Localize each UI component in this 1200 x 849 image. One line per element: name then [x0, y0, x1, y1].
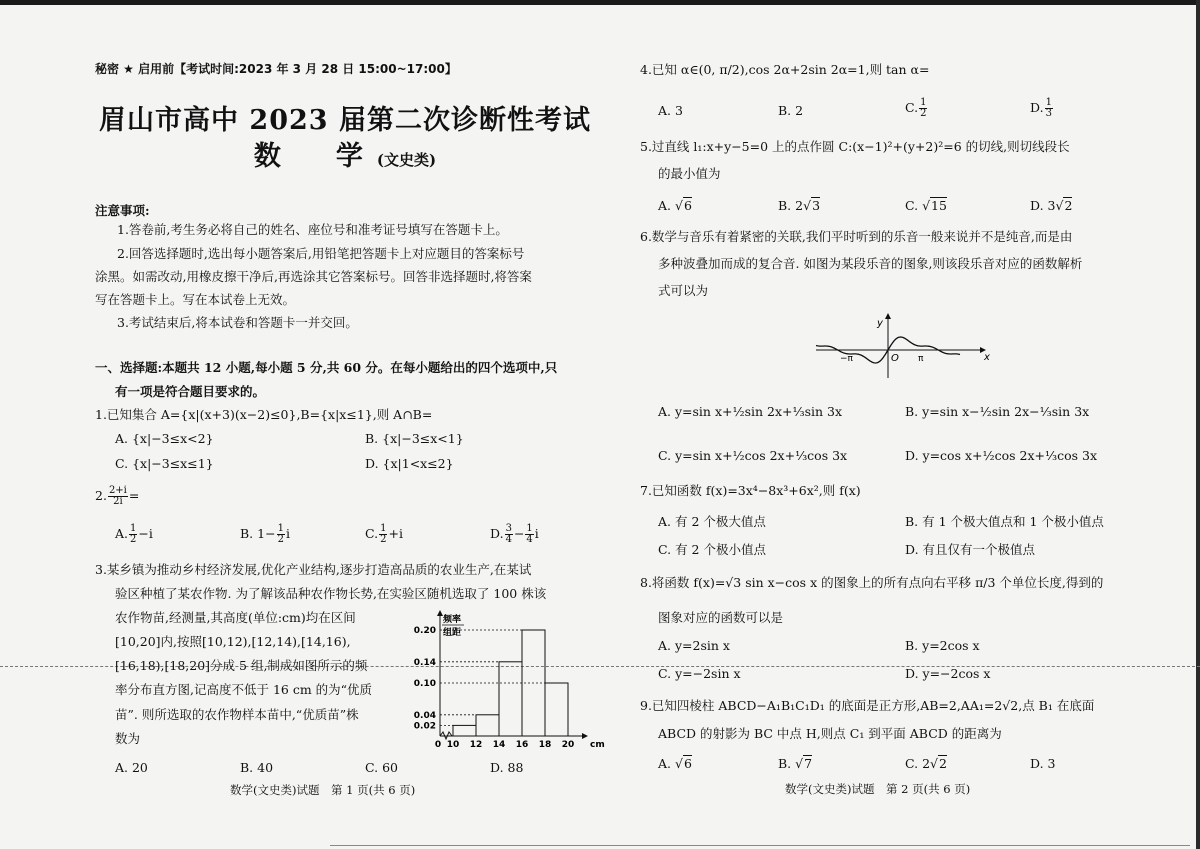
q6-stem-cont: 式可以为 [658, 283, 709, 298]
y-tick-label: 0.20 [413, 626, 436, 636]
q5-option-c: C. √15 [905, 198, 947, 213]
q2-d-rest: i [534, 526, 539, 541]
q1-option-d: D. {x|1<x≤2} [365, 456, 454, 471]
y-axis-label-top: 频率 [443, 615, 462, 625]
q2-b-fraction [277, 524, 285, 545]
q9-b-label: B. [778, 756, 796, 771]
x-tick-label: 12 [469, 740, 483, 750]
q2-d-num-1: 3 [505, 523, 512, 534]
q7-option-c: C. 有 2 个极小值点 [658, 542, 766, 557]
q2-d-minus: − [513, 526, 525, 541]
q1-option-a: A. {x|−3≤x<2} [115, 431, 214, 446]
q1-stem: 1.已知集合 A={x|(x+3)(x−2)≤0},B={x|x≤1},则 A∩B= [95, 407, 433, 422]
graph-y-label: y [877, 318, 883, 329]
x-tick-label: 20 [561, 740, 575, 750]
note-line: 写在答题卡上。写在本试卷上无效。 [95, 292, 296, 307]
section-heading-cont: 有一项是符合题目要求的。 [115, 384, 266, 399]
q2-d-label: D. [490, 526, 504, 541]
q2-d-den-2: 4 [526, 534, 533, 545]
q8-stem: 8.将函数 f(x)=√3 sin x−cos x 的图象上的所有点向右平移 π/3 个单位长度,得到的 [640, 575, 1104, 590]
q2-a-num: 1 [130, 523, 137, 534]
q6-option-d: D. y=cos x+½cos 2x+⅓cos 3x [905, 448, 1098, 463]
frequency-histogram [395, 608, 605, 750]
q1-option-b: B. {x|−3≤x<1} [365, 431, 464, 446]
q2-numerator: 2+i [108, 485, 127, 496]
q3-option-d: D. 88 [490, 760, 524, 775]
x-tick-label: 0 [434, 740, 442, 750]
q5-c-label: C. [905, 198, 923, 213]
q8-option-d: D. y=−2cos x [905, 666, 991, 681]
subject-name: 数 学 [253, 141, 377, 172]
q5-a-label: A. [658, 198, 675, 213]
q6-option-c: C. y=sin x+½cos 2x+⅓cos 3x [658, 448, 848, 463]
section-heading: 一、选择题:本题共 12 小题,每小题 5 分,共 60 分。在每小题给出的四个选项中,只 [95, 360, 558, 375]
q2-a-fraction [129, 524, 137, 545]
q2-a-den: 2 [130, 534, 137, 545]
q5-d-label: D. 3 [1030, 198, 1056, 213]
q8-option-c: C. y=−2sin x [658, 666, 741, 681]
q5-stem-cont: 的最小值为 [658, 166, 721, 181]
page-1 [85, 0, 605, 849]
q2-fraction [108, 486, 128, 507]
q1-option-c: C. {x|−3≤x≤1} [115, 456, 214, 471]
x-tick-label: 16 [515, 740, 529, 750]
q9-stem: 9.已知四棱柱 ABCD−A₁B₁C₁D₁ 的底面是正方形,AB=2,AA₁=2√2,点 B₁ 在底面 [640, 698, 1095, 713]
x-tick-label: 18 [538, 740, 552, 750]
graph-origin-label: O [891, 353, 899, 364]
q2-stem [95, 486, 139, 507]
q4-stem: 4.已知 α∈(0, π/2),cos 2α+2sin 2α=1,则 tan α= [640, 62, 930, 77]
q3-line: 验区种植了某农作物. 为了解该品种农作物长势,在实验区随机选取了 100 株该 [115, 586, 547, 601]
q6-option-b: B. y=sin x−½sin 2x−⅓sin 3x [905, 404, 1090, 419]
sound-wave-graph [812, 312, 992, 380]
subject-title [85, 134, 605, 173]
q2-b-den: 2 [277, 534, 284, 545]
q3-line: 农作物苗,经测量,其高度(单位:cm)均在区间 [115, 610, 356, 625]
subject-note: (文史类) [376, 151, 437, 169]
q4-d-den: 3 [1045, 108, 1052, 119]
note-line: 1.答卷前,考生务必将自己的姓名、座位号和准考证号填写在答题卡上。 [117, 222, 508, 237]
x-axis-arrow [582, 733, 588, 739]
q5-a-radicand: 6 [683, 198, 692, 213]
q3-line: 率分布直方图,记高度不低于 16 cm 的为“优质 [115, 682, 373, 697]
q2-option-b [240, 524, 290, 545]
q5-b-label: B. 2 [778, 198, 804, 213]
histogram-bar [453, 725, 476, 736]
q4-d-label: D. [1030, 100, 1044, 115]
q4-c-num: 1 [920, 97, 927, 108]
graph-pi-label: π [918, 354, 924, 364]
q4-c-label: C. [905, 100, 919, 115]
q9-option-a: A. √6 [658, 756, 692, 771]
secret-header: 秘密 ★ 启用前【考试时间:2023 年 3 月 28 日 15:00~17:00】 [95, 62, 457, 76]
q6-stem-cont: 多种波叠加而成的复合音. 如图为某段乐音的图象,则该段乐音对应的函数解析 [658, 256, 1083, 271]
q2-a-label: A. [115, 526, 129, 541]
y-axis-label-bottom: 组距 [443, 628, 462, 638]
q9-b-radicand: 7 [804, 756, 813, 771]
q2-c-den: 2 [380, 534, 387, 545]
q8-option-b: B. y=2cos x [905, 638, 980, 653]
y-tick-label: 0.10 [413, 679, 436, 689]
q6-option-a: A. y=sin x+½sin 2x+⅓sin 3x [658, 404, 843, 419]
x-axis-label: cm [590, 740, 605, 750]
note-line: 2.回答选择题时,选出每小题答案后,用铅笔把答题卡上对应题目的答案标号 [117, 246, 525, 261]
q3-line: 苗”. 则所选取的农作物样本苗中,“优质苗”株 [115, 707, 359, 722]
q2-b-num: 1 [277, 523, 284, 534]
q2-d-den-1: 4 [505, 534, 512, 545]
histogram-bar [476, 715, 499, 736]
graph-neg-pi-label: −π [840, 354, 853, 364]
q6-stem: 6.数学与音乐有着紧密的关联,我们平时听到的乐音一般来说并不是纯音,而是由 [640, 229, 1073, 244]
exam-title: 眉山市高中 2023 届第二次诊断性考试 [99, 105, 591, 136]
q4-d-num: 1 [1045, 97, 1052, 108]
graph-x-label: x [984, 352, 990, 363]
q5-option-d: D. 3√2 [1030, 198, 1073, 213]
y-tick-label: 0.04 [413, 710, 436, 721]
q7-option-d: D. 有且仅有一个极值点 [905, 542, 1036, 557]
q9-stem-cont: ABCD 的射影为 BC 中点 H,则点 C₁ 到平面 ABCD 的距离为 [658, 726, 1002, 741]
q5-d-radicand: 2 [1064, 198, 1073, 213]
q2-c-fraction [379, 524, 387, 545]
q4-option-a: A. 3 [658, 103, 683, 118]
q3-option-a: A. 20 [115, 760, 148, 775]
q2-a-rest: −i [138, 526, 153, 541]
q7-stem: 7.已知函数 f(x)=3x⁴−8x³+6x²,则 f(x) [640, 483, 861, 498]
x-tick-label: 10 [446, 740, 460, 750]
q5-option-a: A. √6 [658, 198, 692, 213]
q5-option-b: B. 2√3 [778, 198, 821, 213]
q9-a-label: A. [658, 756, 675, 771]
y-axis-arrow [885, 313, 891, 319]
q2-d-fraction-1 [505, 524, 513, 545]
q4-option-b: B. 2 [778, 103, 804, 118]
q2-c-num: 1 [380, 523, 387, 534]
q2-d-num-2: 1 [526, 523, 533, 534]
q2-option-d [490, 524, 539, 545]
q2-b-rest: i [285, 526, 290, 541]
q3-option-b: B. 40 [240, 760, 274, 775]
note-line: 3.考试结束后,将本试卷和答题卡一并交回。 [117, 315, 358, 330]
q3-line: 3.某乡镇为推动乡村经济发展,优化产业结构,逐步打造高品质的农业生产,在某试 [95, 562, 532, 577]
q5-stem: 5.过直线 l₁:x+y−5=0 上的点作圆 C:(x−1)²+(y+2)²=6 的切线,则切线段长 [640, 139, 1070, 154]
q9-c-label: C. 2 [905, 756, 931, 771]
q3-option-c: C. 60 [365, 760, 398, 775]
y-tick-label: 0.02 [413, 721, 436, 732]
q2-c-label: C. [365, 526, 379, 541]
q4-d-fraction [1045, 98, 1053, 119]
q2-option-a [115, 524, 153, 545]
q2-equals: = [128, 488, 140, 503]
scan-edge-right [1196, 0, 1200, 849]
q2-num: 2. [95, 488, 107, 503]
q2-b-label: B. 1− [240, 526, 276, 541]
histogram-bar [499, 662, 522, 736]
q9-option-d: D. 3 [1030, 756, 1056, 771]
q9-option-c: C. 2√2 [905, 756, 947, 771]
q5-c-radicand: 15 [931, 198, 947, 213]
page-footer: 数学(文史类)试题 第 2 页(共 6 页) [785, 782, 971, 796]
q9-option-b: B. √7 [778, 756, 813, 771]
q4-option-c [905, 98, 928, 119]
q2-c-rest: +i [388, 526, 403, 541]
q7-option-b: B. 有 1 个极大值点和 1 个极小值点 [905, 514, 1104, 529]
q2-denominator: 2i [113, 496, 123, 507]
q4-c-den: 2 [920, 108, 927, 119]
note-line: 涂黑。如需改动,用橡皮擦干净后,再选涂其它答案标号。回答非选择题时,将答案 [95, 269, 532, 284]
q7-option-a: A. 有 2 个极大值点 [658, 514, 766, 529]
q5-b-radicand: 3 [812, 198, 821, 213]
q8-stem-cont: 图象对应的函数可以是 [658, 610, 784, 625]
q4-c-fraction [919, 98, 927, 119]
histogram-bar [545, 683, 568, 736]
x-tick-label: 14 [492, 740, 506, 750]
notes-heading: 注意事项: [95, 203, 150, 218]
y-tick-label: 0.14 [413, 657, 436, 668]
q2-option-c [365, 524, 403, 545]
q3-line: 数为 [115, 731, 141, 746]
q3-line: [10,20]内,按照[10,12),[12,14),[14,16), [115, 634, 351, 649]
q9-a-radicand: 6 [683, 756, 692, 771]
q2-d-fraction-2 [525, 524, 533, 545]
page-2 [630, 0, 1175, 849]
q9-c-radicand: 2 [939, 756, 947, 771]
q4-option-d [1030, 98, 1054, 119]
q8-option-a: A. y=2sin x [658, 638, 730, 653]
q3-line: [16,18),[18,20]分成 5 组,制成如图所示的频 [115, 658, 368, 673]
page-footer: 数学(文史类)试题 第 1 页(共 6 页) [230, 783, 416, 797]
